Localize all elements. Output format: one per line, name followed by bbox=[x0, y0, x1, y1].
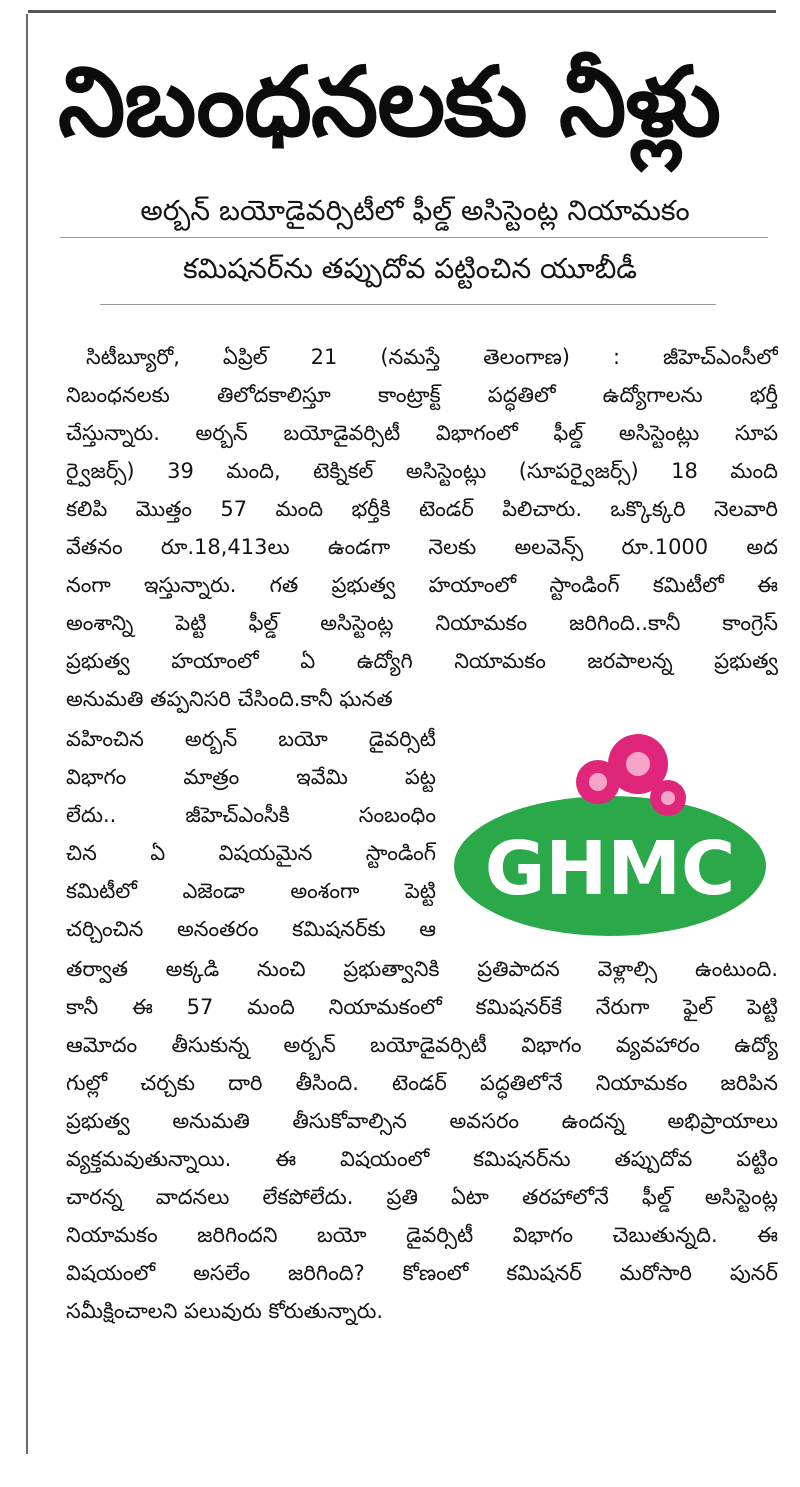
body-line: ప్రభుత్వ అనుమతి తీసుకోవాల్సిన అవసరం ఉందన్న అభిప్రాయాలు bbox=[66, 1109, 778, 1133]
body-line: తర్వాత అక్కడి నుంచి ప్రభుత్వానికి ప్రతిపాదన వెళ్లాల్సి ఉంటుంది. bbox=[66, 957, 778, 981]
body-line: చేస్తున్నారు. అర్బన్ బయోడైవర్సిటీ విభాగంలో ఫీల్డ్ అసిస్టెంట్లు సూప bbox=[66, 421, 778, 445]
body-line: చారన్న వాదనలు లేకపోలేదు. ప్రతి ఏటా తరహాలోనే ఫీల్డ్ అసిస్టెంట్ల bbox=[66, 1185, 778, 1209]
body-line: చిన ఏ విషయమైన స్టాండింగ్ bbox=[66, 841, 436, 865]
body-line: వ్యక్తమవుతున్నాయి. ఈ విషయంలో కమిషనర్‌ను తప్పుదోవ పట్టిం bbox=[66, 1147, 778, 1171]
body-line: అనుమతి తప్పనిసరి చేసింది.కానీ ఘనత bbox=[66, 687, 393, 711]
body-line: నిబంధనలకు తిలోదకాలిస్తూ కాంట్రాక్ట్ పద్ధతిలో ఉద్యోగాలను భర్తీ bbox=[66, 383, 778, 407]
body-line: ప్రభుత్వ హయాంలో ఏ ఉద్యోగి నియామకం జరపాలన్న ప్రభుత్వ bbox=[66, 649, 778, 673]
article-subheading-1: అర్బన్ బయోడైవర్సిటీలో ఫీల్డ్ అసిస్టెంట్ల నియామకం bbox=[140, 194, 690, 227]
article-subheading-2: కమిషనర్‌ను తప్పుదోవ పట్టించిన యూబీడీ bbox=[182, 252, 638, 285]
ghmc-logo bbox=[450, 726, 772, 940]
body-line: సిటీబ్యూరో, ఏప్రిల్ 21 (నమస్తే తెలంగాణ) : జీహెచ్ఎంసీలో bbox=[86, 345, 778, 369]
body-line: నియామకం జరిగిందని బయో డైవర్సిటీ విభాగం చెబుతున్నది. ఈ bbox=[66, 1223, 778, 1247]
column-rule bbox=[26, 14, 28, 1454]
body-line: చర్చించిన అనంతరం కమిషనర్‌కు ఆ bbox=[66, 917, 436, 941]
subheading-divider-2 bbox=[100, 304, 716, 305]
body-line: లేదు.. జీహెచ్ఎంసీకి సంబంధిం bbox=[66, 803, 436, 827]
body-line: విభాగం మాత్రం ఇవేమి పట్ట bbox=[66, 765, 436, 789]
body-line: విషయంలో అసలేం జరిగింది? కోణంలో కమిషనర్ మరోసారి పునర్ bbox=[66, 1261, 778, 1285]
subheading-divider bbox=[60, 237, 768, 238]
body-line: కమిటీలో ఎజెండా అంశంగా పెట్టి bbox=[66, 879, 436, 903]
body-line: గుల్లో చర్చకు దారి తీసింది. టెండర్ పద్ధతిలోనే నియామకం జరిపిన bbox=[66, 1071, 778, 1095]
body-line: వహించిన అర్బన్ బయో డైవర్సిటీ bbox=[66, 727, 436, 751]
top-rule bbox=[28, 10, 776, 13]
article-headline: నిబంధనలకు నీళ్లు bbox=[58, 46, 721, 158]
body-line: కలిపి మొత్తం 57 మంది భర్తీకి టెండర్ పిలిచారు. ఒక్కొక్కరి నెలవారి bbox=[66, 497, 778, 521]
body-line: కానీ ఈ 57 మంది నియామకంలో కమిషనర్‌కే నేరుగా ఫైల్ పెట్టి bbox=[66, 995, 778, 1019]
body-line: ర్వైజర్స్) 39 మంది, టెక్నికల్ అసిస్టెంట్లు (సూపర్వైజర్స్) 18 మంది bbox=[66, 459, 778, 483]
logo-text: GHMC bbox=[484, 826, 736, 912]
body-line: ఆమోదం తీసుకున్న అర్బన్ బయోడైవర్సిటీ విభాగం వ్యవహారం ఉద్యో bbox=[66, 1033, 778, 1057]
body-line: సమీక్షించాలని పలువురు కోరుతున్నారు. bbox=[66, 1299, 384, 1323]
body-line: వేతనం రూ.18,413లు ఉండగా నెలకు అలవెన్స్ రూ.1000 అద bbox=[66, 535, 778, 559]
body-line: అంశాన్ని పెట్టి ఫీల్డ్ అసిస్టెంట్ల నియామకం జరిగింది..కానీ కాంగ్రెస్ bbox=[66, 611, 778, 635]
body-line: నంగా ఇస్తున్నారు. గత ప్రభుత్వ హయాంలో స్టాండింగ్ కమిటీలో ఈ bbox=[66, 573, 778, 597]
